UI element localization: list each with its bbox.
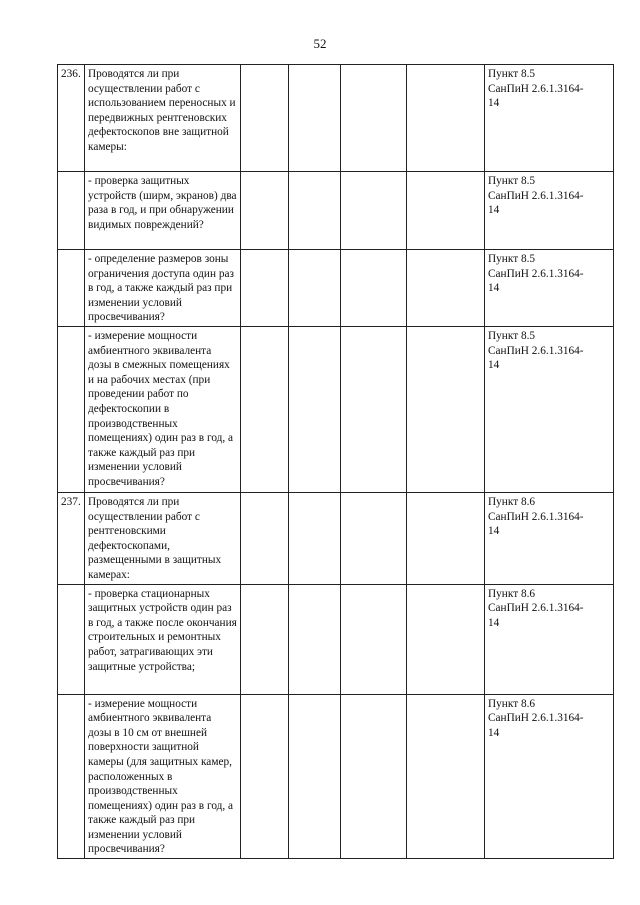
answer-cell	[241, 65, 289, 172]
answer-cell	[407, 584, 485, 694]
table-row	[58, 492, 614, 584]
reference-line: 14	[488, 204, 500, 217]
answer-cell	[289, 250, 341, 327]
reference-line: 14	[488, 616, 500, 629]
answer-cell	[289, 492, 341, 584]
question-text: Проводятся ли при осуществлении работ с рентгеновскими дефектоскопами, размещенными в защитных камерах:	[85, 492, 241, 584]
reference-line: Пункт 8.5	[488, 175, 536, 187]
answer-cell	[241, 172, 289, 250]
answer-cell	[341, 172, 407, 250]
reference-line: 14	[488, 726, 500, 739]
reference-line: 14	[488, 359, 500, 372]
answer-cell	[289, 584, 341, 694]
item-number	[58, 326, 85, 492]
page-number: 52	[313, 36, 327, 51]
reference-line: Пункт 8.6	[488, 697, 536, 710]
question-text: - проверка стационарных защитных устройств один раз в год, а также после окончания строительных и ремонтных работ, затрагивающих эти защитные устройства;	[85, 584, 241, 694]
question-text: - измерение мощности амбиентного эквивалента дозы в 10 см от внешней поверхности защитной камеры (для защитных камер, расположенных в производственных помещениях) один раз в год, а также каждый раз при изменении условий просвечивания?	[85, 694, 241, 859]
answer-cell	[341, 492, 407, 584]
reference-line: 14	[488, 97, 500, 110]
table-row	[58, 65, 614, 172]
item-number	[58, 584, 85, 694]
reference-cell	[485, 250, 614, 327]
answer-cell	[407, 65, 485, 172]
answer-cell	[241, 492, 289, 584]
reference-cell	[485, 172, 614, 250]
item-number	[58, 694, 85, 859]
table-row	[58, 326, 614, 492]
reference-line: Пункт 8.5	[488, 253, 536, 265]
table-row	[58, 694, 614, 859]
answer-cell	[341, 326, 407, 492]
question-text: - определение размеров зоны ограничения доступа один раз в год, а также каждый раз при изменении условий просвечивания?	[85, 250, 241, 327]
answer-cell	[407, 172, 485, 250]
question-text: - измерение мощности амбиентного эквивалента дозы в смежных помещениях и на рабочих местах (при проведении работ по дефектоскопии в производственных помещениях) один раз в год, а также каждый раз при изменении условий просвечивания?	[85, 326, 241, 492]
item-number: 237.	[58, 492, 85, 584]
reference-line: СанПиН 2.6.1.3164-	[488, 344, 584, 357]
reference-cell	[485, 694, 614, 859]
reference-line: 14	[488, 282, 500, 295]
reference-line: Пункт 8.6	[488, 495, 536, 508]
reference-line: 14	[488, 525, 500, 538]
answer-cell	[289, 65, 341, 172]
reference-line: Пункт 8.5	[488, 68, 536, 80]
answer-cell	[341, 584, 407, 694]
reference-cell	[485, 492, 614, 584]
reference-cell	[485, 326, 614, 492]
table-row	[58, 584, 614, 694]
answer-cell	[407, 694, 485, 859]
answer-cell	[407, 250, 485, 327]
answer-cell	[241, 250, 289, 327]
item-number	[58, 250, 85, 327]
reference-cell	[485, 65, 614, 172]
answer-cell	[241, 326, 289, 492]
checklist-table	[57, 64, 614, 859]
answer-cell	[407, 326, 485, 492]
answer-cell	[289, 172, 341, 250]
answer-cell	[407, 492, 485, 584]
answer-cell	[289, 694, 341, 859]
answer-cell	[289, 326, 341, 492]
reference-line: СанПиН 2.6.1.3164-	[488, 510, 584, 523]
reference-line: СанПиН 2.6.1.3164-	[488, 267, 584, 280]
question-text: - проверка защитных устройств (ширм, экранов) два раза в год, и при обнаружении видимых повреждений?	[85, 172, 241, 250]
reference-line: Пункт 8.5	[488, 329, 536, 342]
question-text: Проводятся ли при осуществлении работ с использованием переносных и передвижных рентгеновских дефектоскопов вне защитной камеры:	[85, 65, 241, 172]
reference-line: СанПиН 2.6.1.3164-	[488, 189, 584, 202]
answer-cell	[241, 584, 289, 694]
reference-line: СанПиН 2.6.1.3164-	[488, 602, 584, 615]
answer-cell	[341, 694, 407, 859]
answer-cell	[241, 694, 289, 859]
reference-line: Пункт 8.6	[488, 587, 536, 600]
answer-cell	[341, 65, 407, 172]
reference-cell	[485, 584, 614, 694]
item-number	[58, 172, 85, 250]
reference-line: СанПиН 2.6.1.3164-	[488, 712, 584, 725]
table-row	[58, 172, 614, 250]
table-row	[58, 250, 614, 327]
item-number: 236.	[58, 65, 85, 172]
reference-line: СанПиН 2.6.1.3164-	[488, 82, 584, 95]
answer-cell	[341, 250, 407, 327]
